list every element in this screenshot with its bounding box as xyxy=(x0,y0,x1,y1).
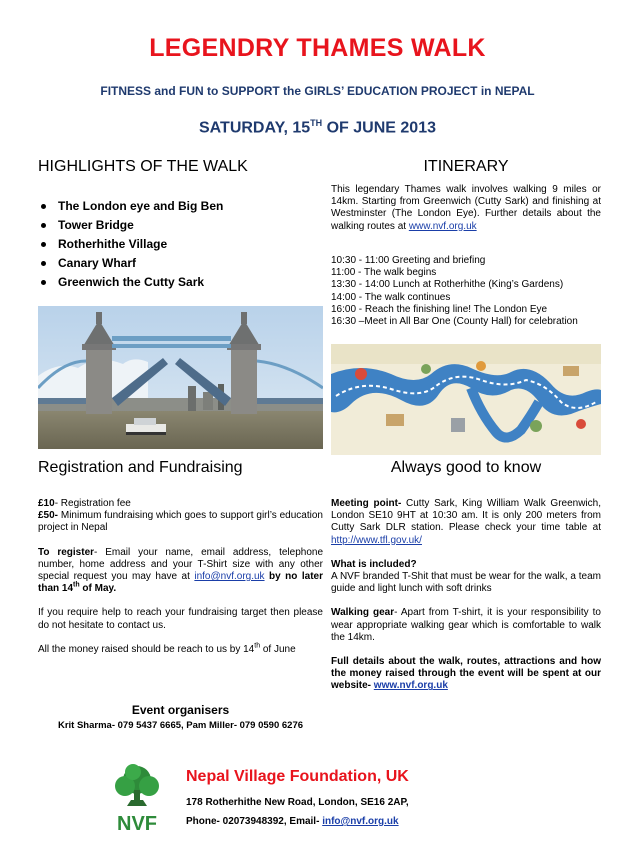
organisers-names: Krit Sharma- 079 5437 6665, Pam Miller- 079 0590 6276 xyxy=(57,720,304,731)
tfl-link[interactable]: http://www.tfl.gov.uk/ xyxy=(331,534,422,546)
list-item: Greenwich the Cutty Sark xyxy=(38,273,298,292)
svg-text:NVF: NVF xyxy=(117,813,157,835)
good-to-know-heading: Always good to know xyxy=(390,459,542,476)
list-item: Canary Wharf xyxy=(38,254,298,273)
organisation-contact: Phone- 02073948392, Email- info@nvf.org.uk xyxy=(186,816,399,827)
website-link[interactable]: www.nvf.org.uk xyxy=(408,220,477,232)
website-link[interactable]: www.nvf.org.uk xyxy=(373,680,448,692)
highlights-heading: HIGHLIGHTS OF THE WALK xyxy=(38,158,248,175)
schedule-item: 16:00 - Reach the finishing line! The London Eye xyxy=(331,303,548,315)
route-map xyxy=(331,344,601,455)
list-item: Rotherhithe Village xyxy=(38,235,298,254)
itinerary-heading: ITINERARY xyxy=(423,158,509,175)
itinerary-schedule xyxy=(331,255,606,328)
page-title: LEGENDRY THAMES WALK xyxy=(149,34,486,62)
event-date: SATURDAY, 15TH OF JUNE 2013 xyxy=(199,118,436,137)
good-to-know-text: Meeting point- Cutty Sark, King William Walk Greenwich, London SE10 9HT at 10:30 am. It is only 200 meters from Cutty Sark DLR station. Please check your time table at http://www.tfl.gov.uk/ What is included? A NVF branded T-Shit that must be wear for the walk, a team guide and light lunch with soft drinks Walking gear- Apart from T-shirt, it is your responsibility to wear appropriate walking gear which is comfortable to walk the 14km. Full details about the walk, routes, attractions and how the money raised through the event will be spent at our website- www.nvf.org.uk xyxy=(331,498,601,692)
organisers-heading: Event organisers xyxy=(131,703,230,717)
contact-email-link[interactable]: info@nvf.org.uk xyxy=(322,816,399,827)
schedule-item: 10:30 - 11:00 Greeting and briefing xyxy=(331,255,486,266)
organisation-address: 178 Rotherhithe New Road, London, SE16 2AP, xyxy=(186,797,409,808)
list-item: The London eye and Big Ben xyxy=(38,197,298,216)
schedule-item: 11:00 - The walk begins xyxy=(331,267,437,279)
register-email-link[interactable]: info@nvf.org.uk xyxy=(194,571,265,583)
nvf-logo xyxy=(103,760,172,835)
schedule-item: 16:30 –Meet in All Bar One (County Hall) for celebration xyxy=(331,316,578,328)
list-item: Tower Bridge xyxy=(38,216,298,235)
schedule-item: 14:00 - The walk continues xyxy=(331,291,451,303)
organisation-name: Nepal Village Foundation, UK xyxy=(186,768,409,785)
registration-heading: Registration and Fundraising xyxy=(38,459,243,476)
schedule-item: 13:30 - 14:00 Lunch at Rotherhithe (King’s Gardens) xyxy=(331,279,564,291)
highlights-list xyxy=(38,197,298,292)
registration-text: £10- Registration fee £50- Minimum fundraising which goes to support girl’s education project in Nepal To register- Email your name, email address, telephone number, home address and your T-Shirt size with any other special request you may have at info@nvf.org.uk by no later than 14th of May. If you require help to reach your fundraising target then please do not hesitate to contact us. All the money raised should be reach to us by 14th of June xyxy=(38,498,323,655)
tower-bridge-photo xyxy=(38,306,323,449)
itinerary-intro: This legendary Thames walk involves walking 9 miles or 14km. Starting from Greenwich (Cutty Sark) and finishing at Westminster (The London Eye). Further details about the walking routes at www.nvf.org.uk xyxy=(331,184,601,232)
page-subtitle: FITNESS and FUN to SUPPORT the GIRLS’ EDUCATION PROJECT in NEPAL xyxy=(100,84,535,98)
